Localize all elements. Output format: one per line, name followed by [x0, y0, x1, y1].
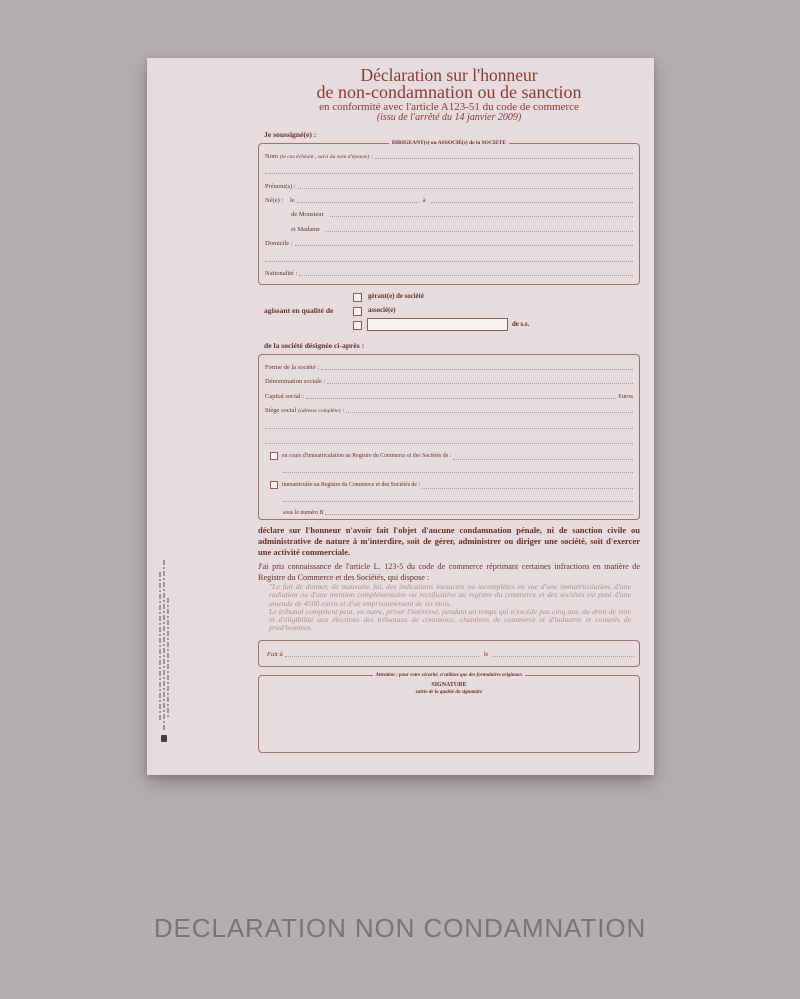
domicile-row	[265, 239, 633, 248]
siege-extra-dotted-line-1	[265, 428, 633, 429]
associe-label: associé(e)	[368, 307, 396, 314]
quoted-article	[269, 583, 631, 633]
siege-dotted-line	[346, 412, 633, 413]
denomination-dotted-line	[327, 383, 633, 384]
nom-label: Nom	[265, 153, 278, 160]
rcs-number-dotted-line	[325, 514, 633, 515]
naissance-lieu-dotted-line	[431, 202, 633, 203]
legal-reference: en conformité avec l'article A123-51 du code de commerce	[319, 101, 579, 113]
forme-row	[265, 363, 633, 372]
naissance-lieu-label: à	[422, 197, 426, 204]
other-capacity-suffix: de s.s.	[512, 321, 530, 328]
pere-label: de Monsieur	[291, 211, 324, 218]
rcs-registered-label: immatriculée au Registre du Commerce et des Sociétés de :	[282, 481, 420, 488]
product-caption: DECLARATION NON CONDAMNATION	[153, 913, 647, 943]
company-section	[258, 354, 640, 520]
domicile-dotted-line	[295, 245, 633, 246]
imprint-line-1	[159, 572, 161, 722]
other-capacity-field	[367, 318, 508, 331]
form-title: Déclaration sur l'honneur	[360, 65, 538, 85]
date-dotted-line	[493, 656, 634, 657]
gerant-label: gérant(e) de société	[368, 293, 424, 300]
printer-imprint	[157, 558, 172, 750]
declarant-section-header-text: DIRIGEANT(s) ou ASSOCIÉ(s) de la SOCIETE	[389, 140, 509, 146]
place-date-row	[267, 650, 634, 659]
domicile-extra-dotted-line	[265, 261, 633, 262]
signature-subtitle: suivie de la qualité du signataire	[415, 690, 483, 695]
rcs-pending-label: en cours d'immatriculation au Registre du Commerce et des Sociétés de :	[282, 452, 452, 459]
signature-notice-text: Attention : pour votre sécurité, n'utilisez que des formulaires originaux	[373, 673, 526, 678]
acknowledgement-statement: J'ai pris connaissance de l'article L. 123-5 du code de commerce réprimant certaines infractions en matière de Registre du Commerce et des Sociétés, qui dispose :	[258, 562, 640, 582]
capital-row	[265, 392, 633, 401]
imprint-line-2	[163, 560, 165, 732]
publisher-logo-icon	[161, 735, 167, 742]
rcs-number-row	[283, 508, 633, 517]
rcs-registered-checkbox	[270, 481, 278, 489]
declarant-intro: Je soussigné(e) :	[264, 130, 317, 139]
place-label: Fait à	[267, 651, 283, 658]
associe-checkbox	[353, 307, 362, 316]
siege-extra-dotted-line-2	[265, 443, 633, 444]
rcs-registered-dotted-line	[422, 488, 633, 489]
prenom-row	[265, 182, 633, 191]
declaration-statement: déclare sur l'honneur n'avoir fait l'objet d'aucune condamnation pénale, ni de sanction civile ou administrative de nature à m'interdire, soit de gérer, administrer ou diriger une société, soit d'exercer une activité commerciale.	[258, 525, 640, 557]
forme-dotted-line	[321, 369, 633, 370]
rcs-pending-row	[270, 451, 633, 460]
siege-label: Siège social	[265, 407, 297, 414]
pere-row	[291, 210, 633, 219]
imprint-line-3	[167, 598, 169, 718]
naissance-date-dotted-line	[297, 202, 419, 203]
form-title-line2: de non-condamnation ou de sanction	[316, 82, 582, 102]
rcs-pending-dotted-line	[453, 459, 633, 460]
nationalite-label: Nationalité :	[265, 270, 298, 277]
naissance-row	[265, 196, 633, 205]
signature-section	[258, 675, 640, 753]
declarant-section	[258, 140, 640, 285]
other-capacity-checkbox	[353, 321, 362, 330]
rcs-registered-extra-dotted-line	[283, 501, 633, 502]
siege-colon: :	[342, 407, 345, 414]
place-date-section	[258, 640, 640, 667]
nom-hint: (le cas échéant , suivi du nom d'épouse)	[280, 154, 370, 160]
capital-label: Capital social :	[265, 393, 304, 400]
mere-row	[291, 225, 633, 234]
denomination-row	[265, 377, 633, 386]
denomination-label: Dénomination sociale :	[265, 378, 326, 385]
prenom-label: Prénom(s) :	[265, 183, 296, 190]
signature-title: SIGNATURE	[431, 682, 467, 688]
rcs-number-label: sous le numéro B	[283, 510, 324, 516]
mere-label: et Madame	[291, 226, 321, 233]
declarant-section-header	[259, 140, 639, 147]
place-dotted-line	[285, 656, 479, 657]
naissance-date-label: le	[290, 197, 295, 204]
gerant-checkbox	[353, 293, 362, 302]
date-label: le	[483, 651, 489, 658]
capital-unit: €uros	[618, 393, 633, 400]
declaration-form-sheet	[147, 58, 654, 775]
legal-reference-note: (issu de l'arrêté du 14 janvier 2009)	[376, 112, 522, 123]
nationalite-dotted-line	[299, 275, 633, 276]
nom-extra-dotted-line	[265, 173, 633, 174]
nom-colon: :	[371, 153, 373, 160]
nationalite-row	[265, 269, 633, 278]
nom-dotted-line	[375, 158, 633, 159]
forme-label: Forme de la société :	[265, 364, 320, 371]
siege-row	[265, 406, 633, 415]
domicile-label: Domicile :	[265, 240, 293, 247]
siege-hint: (adresse complète)	[298, 408, 341, 414]
naissance-label: Né(e) :	[265, 197, 284, 204]
pere-dotted-line	[330, 216, 633, 217]
capital-dotted-line	[306, 398, 616, 399]
signature-notice	[259, 672, 639, 679]
quoted-article-paragraph-2: Le tribunal compétent peut, en outre, priver l'intéressé, pendant un temps qui n'excède pas cinq ans, du droit de vote et d'éligibilité aux élections des tribunaux de commerce, chambres de commerce et d'industrie et conseils de prud'hommes.	[269, 606, 631, 633]
prenom-dotted-line	[298, 188, 633, 189]
quoted-article-paragraph-1: "Le fait de donner, de mauvaise foi, des indications inexactes ou incomplètes en vue d'une immatriculation, d'une radiation ou d'une mention complémentaire ou rectificative au registre du commerce et des sociétés est puni d'une amende de 4500 euros et d'un emprisonnement de six mois.	[269, 582, 631, 608]
rcs-pending-checkbox	[270, 452, 278, 460]
company-intro: de la société désignée ci-après :	[264, 341, 365, 350]
nom-row	[265, 152, 633, 161]
rcs-pending-extra-dotted-line	[283, 472, 633, 473]
capacity-label: agissant en qualité de	[264, 306, 334, 315]
mere-dotted-line	[326, 231, 633, 232]
rcs-registered-row	[270, 480, 633, 489]
